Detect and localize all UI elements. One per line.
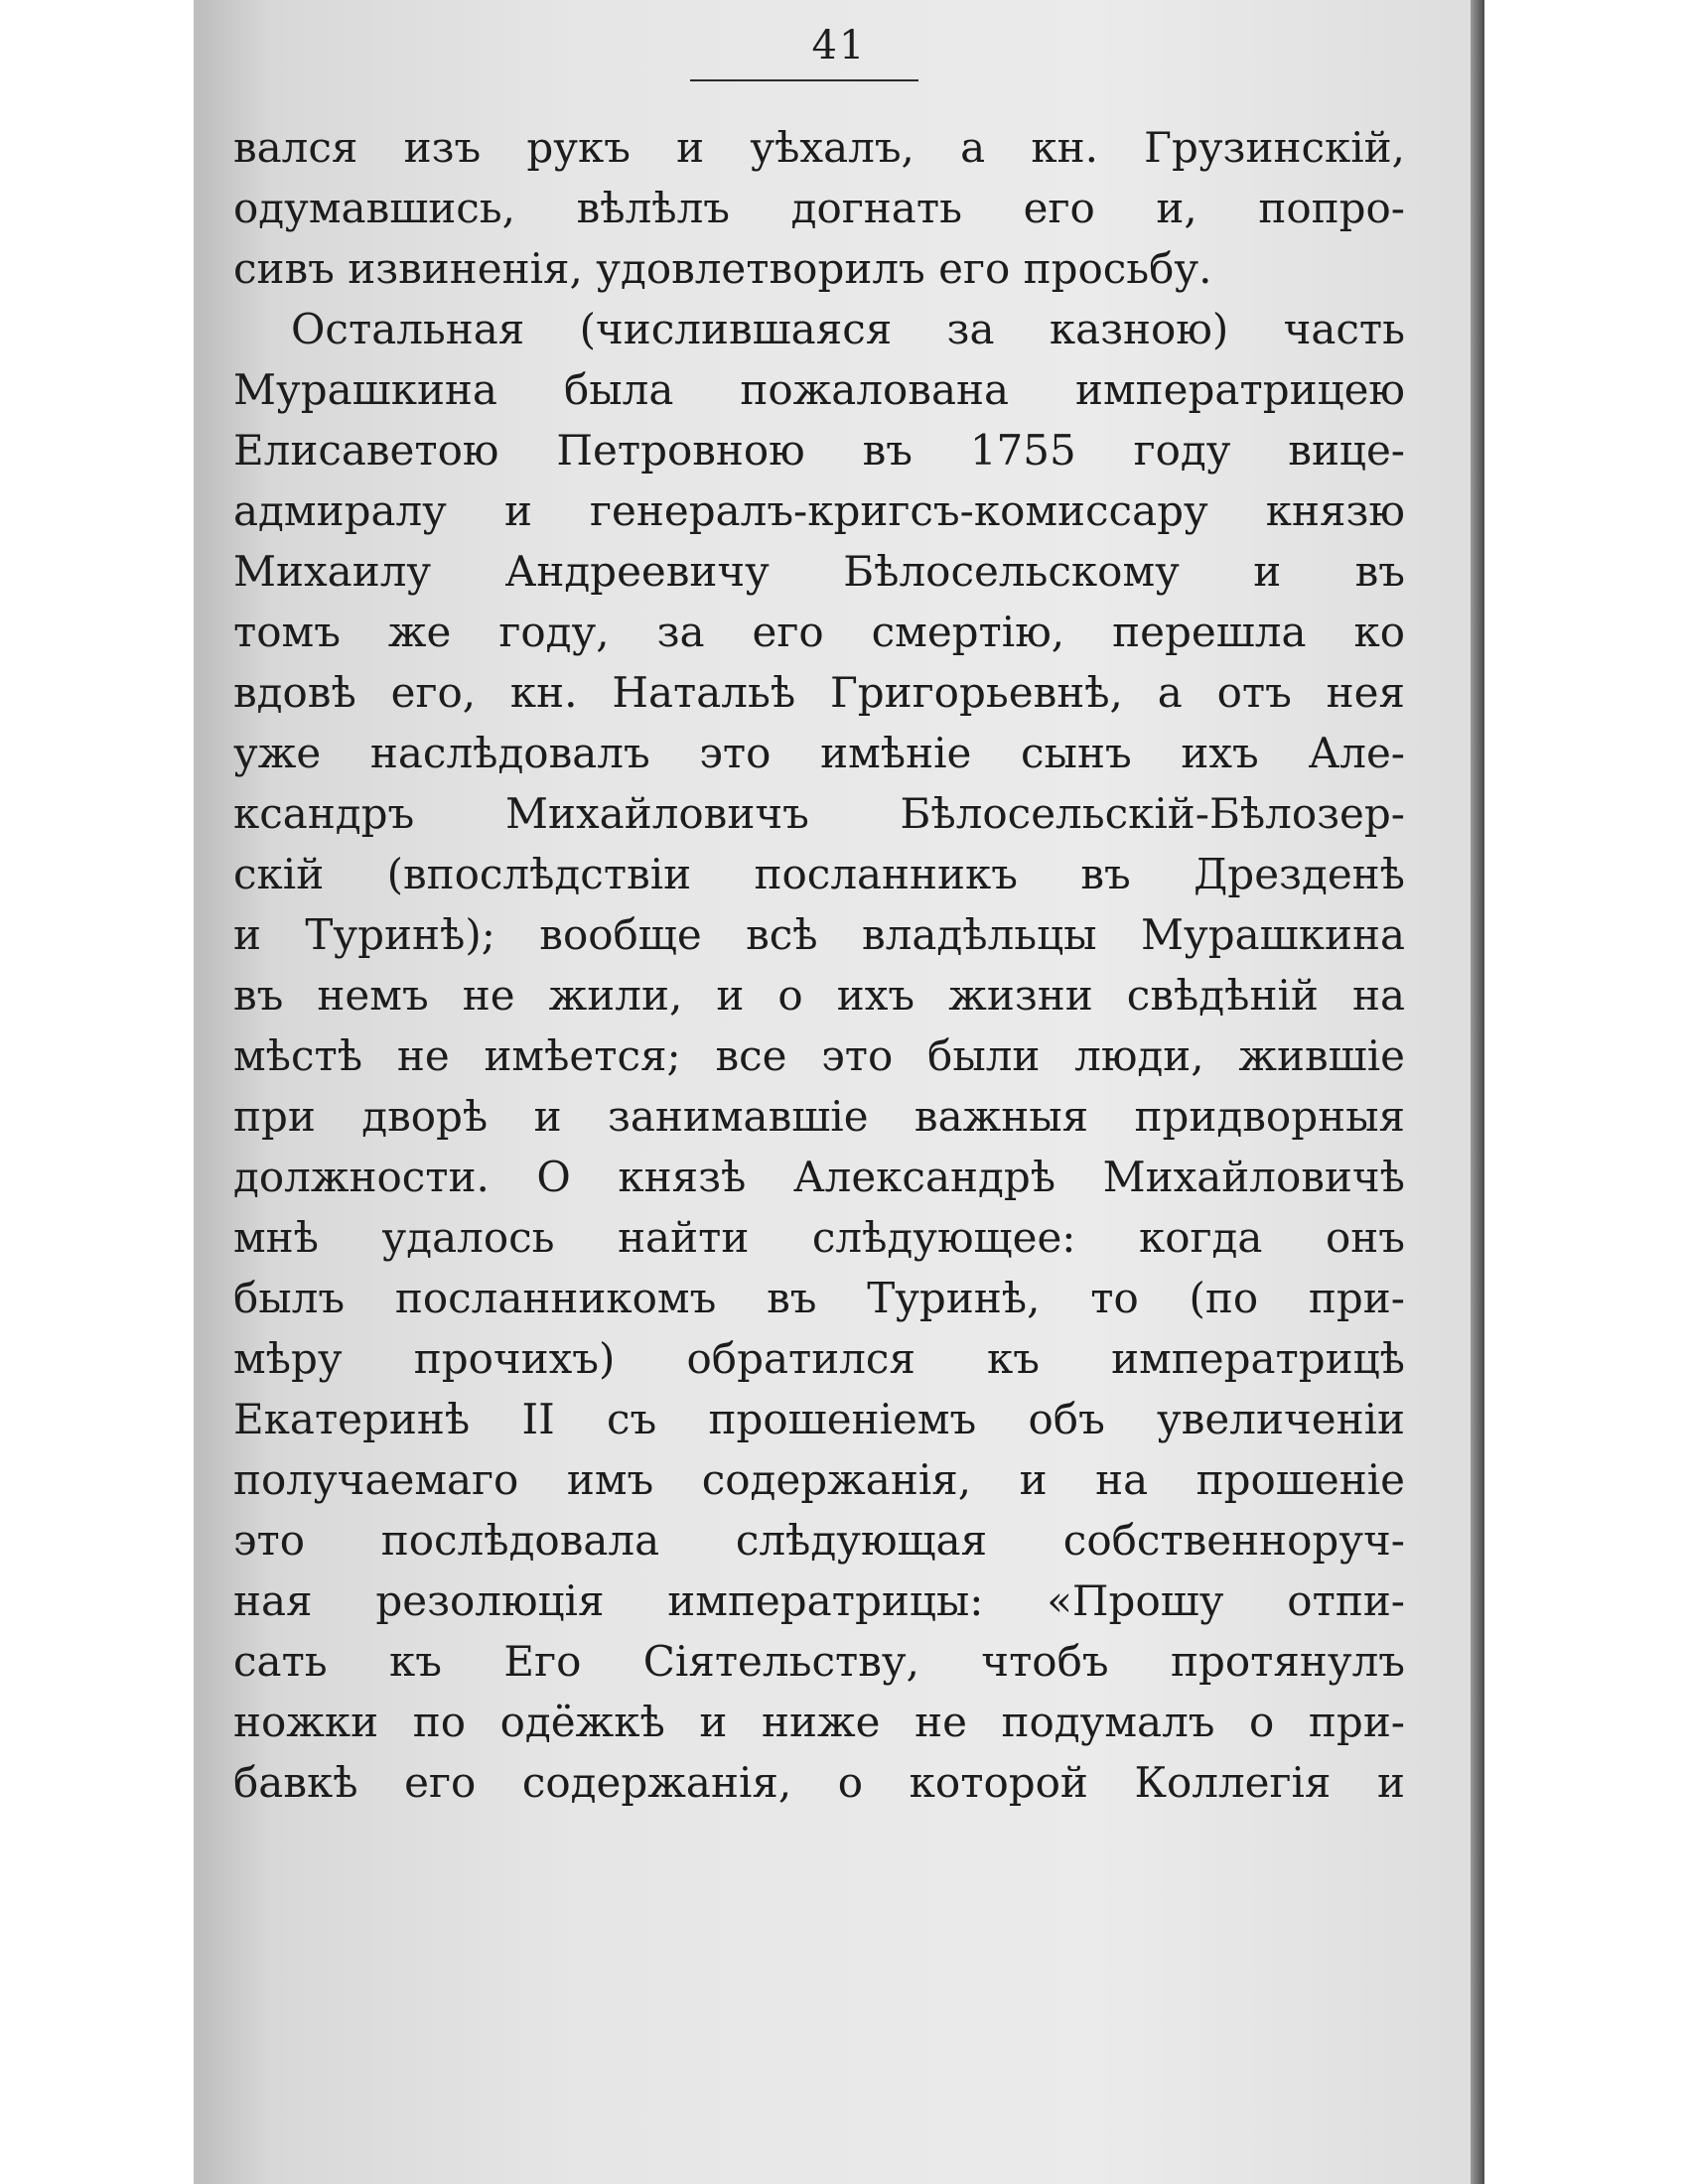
text-line: Мурашкина была пожалована императрицею [233,365,1405,414]
text-line: ксандръ Михайловичъ Бѣлосельскій-Бѣлозер- [233,789,1405,838]
text-line: бавкѣ его содержанія, о которой Коллегія и [233,1758,1405,1807]
text-line: былъ посланникомъ въ Туринѣ, то (по при- [233,1274,1405,1322]
text-line: ная резолюція императрицы: «Прошу отпи- [233,1576,1405,1625]
text-line: въ немъ не жили, и о ихъ жизни свѣдѣній на [233,971,1405,1020]
body-text [233,117,1405,1813]
text-line: Елисаветою Петровною въ 1755 году вице- [233,426,1405,475]
text-line: сать къ Его Сіятельству, чтобъ протянулъ [233,1637,1405,1686]
text-line: мѣстѣ не имѣется; все это были люди, жившіе [233,1031,1405,1080]
page-edge-shadow [1471,0,1484,2184]
text-line: это послѣдовала слѣдующая собственноруч- [233,1516,1405,1565]
header-rule [690,79,918,81]
text-line: вдовѣ его, кн. Натальѣ Григорьевнѣ, а отъ нея [233,668,1405,717]
text-line: ножки по одёжкѣ и ниже не подумалъ о при- [233,1698,1405,1746]
page-header [194,22,1484,69]
text-line: адмиралу и генералъ-кригсъ-комиссару князю [233,486,1405,535]
text-line: томъ же году, за его смертію, перешла ко [233,608,1405,656]
text-line: одумавшись, вѣлѣлъ догнать его и, попро- [233,184,1405,232]
text-line: сивъ извиненія, удовлетворилъ его просьбу. [233,244,1212,293]
page-number: 41 [811,23,867,68]
text-line: скій (впослѣдствіи посланникъ въ Дрезденѣ [233,850,1405,898]
text-line: должности. О князѣ Александрѣ Михайловичѣ [233,1153,1405,1201]
text-line: вался изъ рукъ и уѣхалъ, а кн. Грузинскій, [233,123,1405,172]
text-line: получаемаго имъ содержанія, и на прошеніе [233,1455,1405,1504]
text-line: при дворѣ и занимавшіе важныя придворныя [233,1092,1405,1141]
text-line: мѣру прочихъ) обратился къ императрицѣ [233,1334,1405,1383]
book-page [194,0,1484,2184]
text-line: Остальная (числившаяся за казною) часть [291,305,1405,353]
text-line: уже наслѣдовалъ это имѣніе сынъ ихъ Але- [233,729,1405,777]
text-line: Михаилу Андреевичу Бѣлосельскому и въ [233,547,1405,596]
text-line: и Туринѣ); вообще всѣ владѣльцы Мурашкина [233,910,1405,959]
text-line: мнѣ удалось найти слѣдующее: когда онъ [233,1213,1405,1262]
text-line: Екатеринѣ II съ прошеніемъ объ увеличеніи [233,1395,1405,1443]
